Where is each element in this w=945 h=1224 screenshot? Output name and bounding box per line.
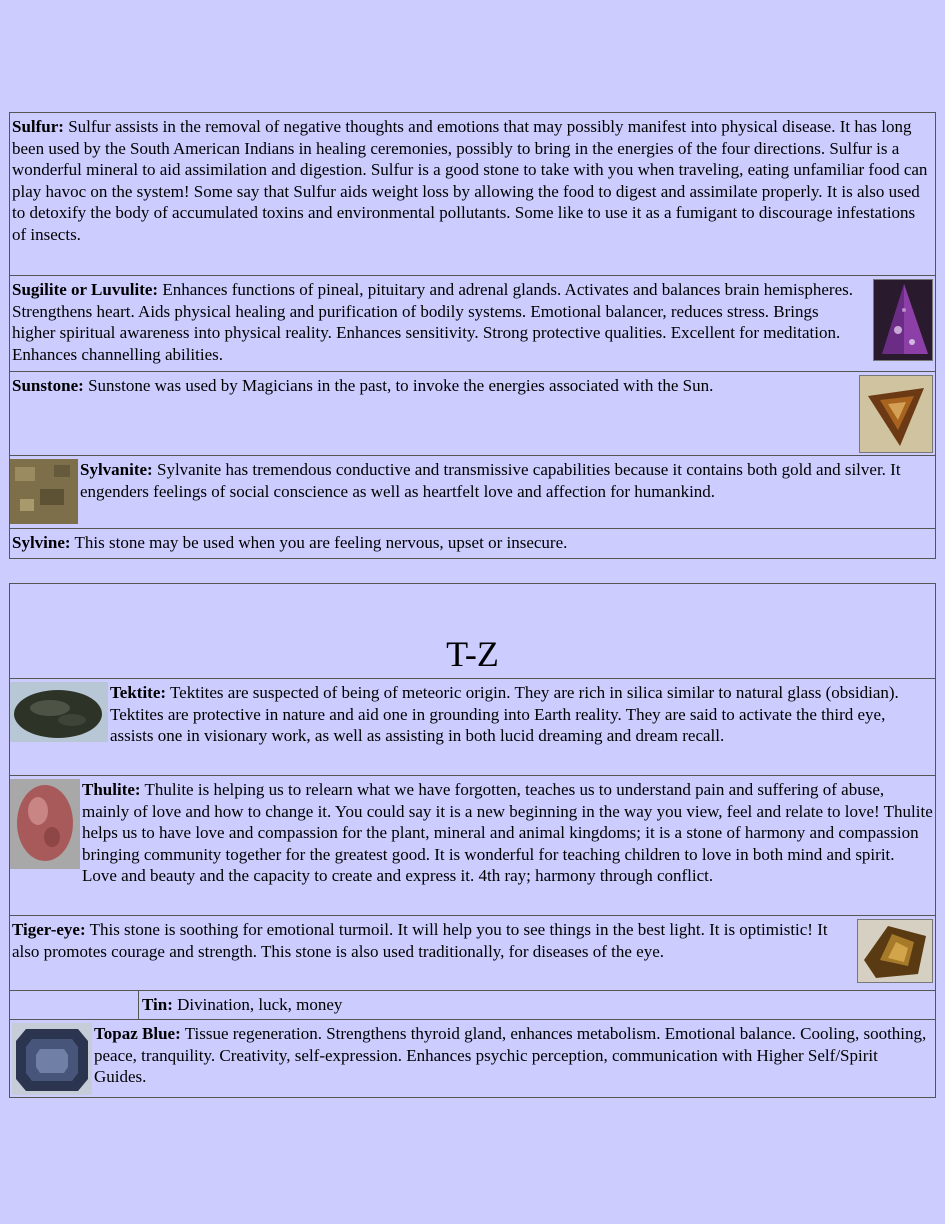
stones-table-s bbox=[9, 112, 936, 559]
thulite-image bbox=[10, 779, 80, 869]
stone-description: This stone is soothing for emotional turmoil. It will help you to see things in the best light. It is optimistic! It also promotes courage and strength. This stone is also used traditionally, for diseases of the eye. bbox=[12, 920, 828, 961]
entry-topaz-blue bbox=[10, 1019, 935, 1097]
stone-description: Sunstone was used by Magicians in the past, to invoke the energies associated with the Sun. bbox=[83, 376, 714, 395]
entry-sulfur bbox=[10, 113, 935, 275]
entry-text bbox=[10, 1023, 933, 1088]
entry-text bbox=[12, 279, 933, 365]
stone-description: Thulite is helping us to relearn what we have forgotten, teaches us to understand pain and suffering of abuse, mainly of love and how to change it. You could say it is a new beginning in the way you view, feel and relate to love! Thulite helps us to have love and compassion for the plant, mineral and animal kingdoms; it is a stone of harmony and compassion bringing community together for the greatest good. It is wonderful for teaching children to love in both mind and spirit. Love and beauty and the capacity to create and express it. 4th ray; harmony through conflict. bbox=[82, 780, 933, 885]
tiger-eye-image bbox=[857, 919, 933, 983]
empty-image-cell bbox=[10, 991, 139, 1020]
stone-description: Divination, luck, money bbox=[172, 995, 343, 1014]
stone-description: Tissue regeneration. Strengthens thyroid gland, enhances metabolism. Emotional balance. Cooling, soothing, peace, tranquility. Creativity, self-expression. Enhances psychic perception, communication with Higher Self/Spirit Guides. bbox=[94, 1024, 927, 1086]
entry-thulite bbox=[10, 775, 935, 915]
topaz-blue-image bbox=[12, 1023, 92, 1095]
stone-name: Thulite: bbox=[82, 780, 141, 799]
entry-text bbox=[142, 994, 342, 1016]
tektite-image bbox=[10, 682, 108, 742]
stone-name: Sunstone: bbox=[12, 376, 84, 395]
entry-text bbox=[12, 375, 933, 397]
section-heading: T-Z bbox=[446, 634, 499, 674]
sunstone-image bbox=[859, 375, 933, 453]
sugilite-image bbox=[873, 279, 933, 361]
sylvanite-image bbox=[10, 459, 78, 524]
stone-description: This stone may be used when you are feeling nervous, upset or insecure. bbox=[70, 533, 568, 552]
entry-text bbox=[12, 919, 933, 962]
stones-table-tz bbox=[9, 583, 936, 1098]
stone-name: Tektite: bbox=[110, 683, 167, 702]
stone-name: Topaz Blue: bbox=[94, 1024, 181, 1043]
entry-sylvanite bbox=[10, 455, 935, 528]
stone-name: Sylvanite: bbox=[80, 460, 153, 479]
stone-description: Tektites are suspected of being of meteoric origin. They are rich in silica similar to natural glass (obsidian). Tektites are protective in nature and aid one in grounding into Earth reality. They are said to activate the third eye, assists one in visionary work, as well as assisting in both lucid dreaming and dream recall. bbox=[110, 683, 899, 745]
stone-description: Sylvanite has tremendous conductive and transmissive capabilities because it contains both gold and silver. It engenders feelings of social conscience as well as heartfelt love and affection for humankind. bbox=[80, 460, 901, 501]
entry-sylvine bbox=[10, 528, 935, 558]
entry-tin bbox=[10, 990, 935, 1019]
entry-sugilite bbox=[10, 275, 935, 371]
stone-name: Sulfur: bbox=[12, 117, 64, 136]
entry-text bbox=[10, 779, 933, 887]
stone-name: Tiger-eye: bbox=[12, 920, 86, 939]
stone-name: Sylvine: bbox=[12, 533, 71, 552]
entry-text bbox=[12, 532, 933, 554]
entry-tektite bbox=[10, 678, 935, 775]
stone-description: Enhances functions of pineal, pituitary and adrenal glands. Activates and balances brain hemispheres. Strengthens heart. Aids physical healing and purification of bodily systems. Emotional balancer, reduces stress. Brings higher spiritual awareness into physical reality. Enhances sensitivity. Strong protective qualities. Excellent for meditation. Enhances channelling abilities. bbox=[12, 280, 853, 364]
entry-text bbox=[10, 682, 933, 747]
stone-name: Sugilite or Luvulite: bbox=[12, 280, 159, 299]
entry-text bbox=[10, 459, 933, 502]
stone-name: Tin: bbox=[142, 995, 173, 1014]
entry-tiger-eye bbox=[10, 915, 935, 990]
entry-sunstone bbox=[10, 371, 935, 455]
entry-text bbox=[12, 116, 933, 245]
stone-description: Sulfur assists in the removal of negative thoughts and emotions that may possibly manifest into physical disease. It has long been used by the South American Indians in healing ceremonies, possibly to bring in the energies of the four directions. Sulfur is a wonderful mineral to aid assimilation and digestion. Sulfur is a good stone to take with you when traveling, eating unfamiliar food can play havoc on the system! Some say that Sulfur aids weight loss by allowing the food to digest and assimilate properly. It is also used to detoxify the body of accumulated toxins and environmental pollutants. Some like to use it as a fumigant to discourage infestations of insects. bbox=[12, 117, 928, 244]
